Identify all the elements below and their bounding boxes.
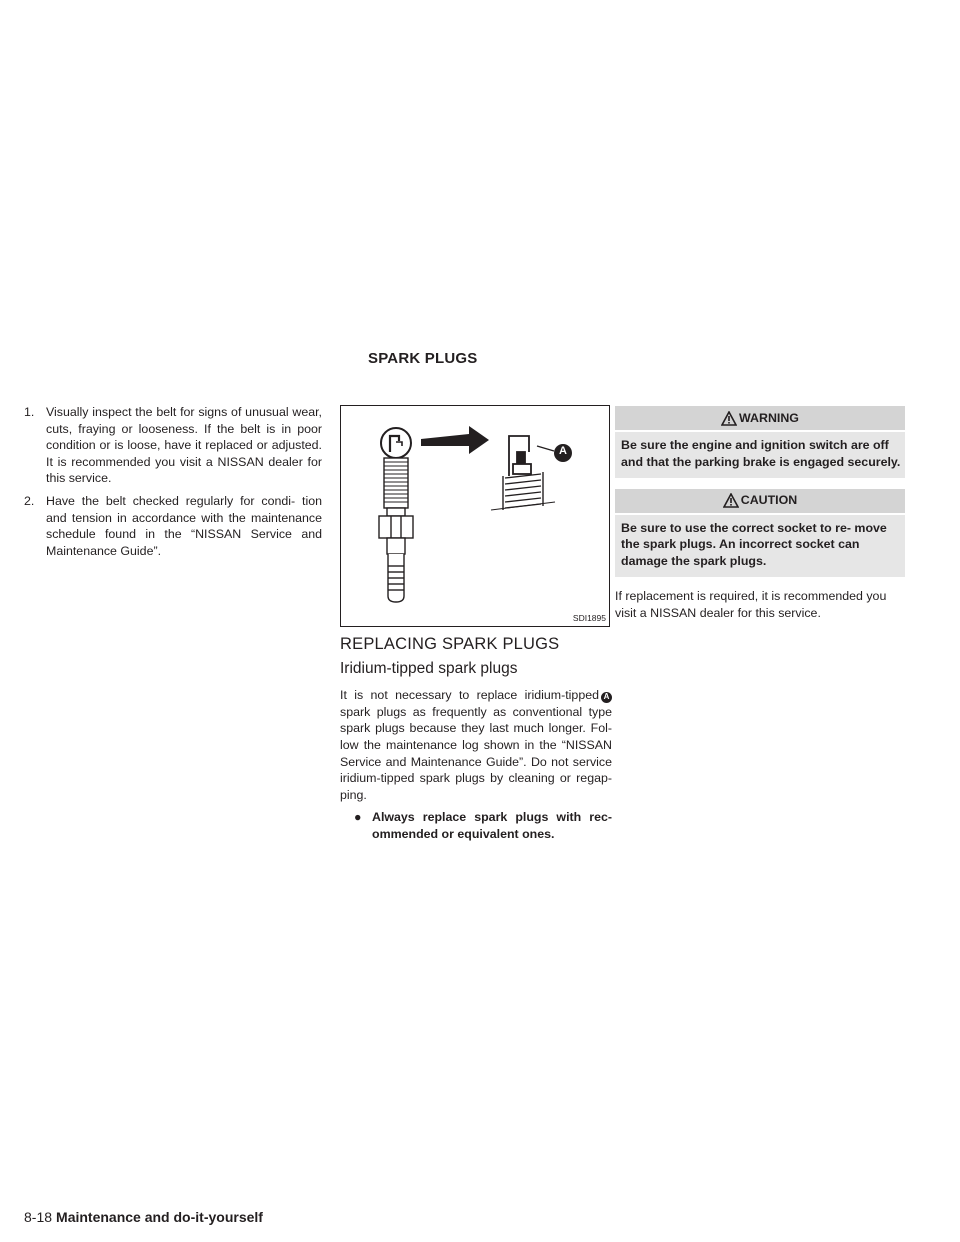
replacement-note: If replacement is required, it is recommended you visit a NISSAN dealer for this service. bbox=[615, 588, 887, 620]
paragraph-rest: spark plugs as frequently as conventional type spark plugs because they last much longer. Fol- low the maintenance log shown in the “NISSAN Service and Maintenance Guide”. Do not service iridium-tipped spark plugs by cleaning or regap- ping. bbox=[340, 704, 612, 802]
belt-steps-list bbox=[24, 404, 322, 565]
list-item bbox=[24, 493, 322, 559]
page-footer bbox=[24, 1209, 263, 1225]
replacing-section bbox=[340, 636, 612, 843]
step-number: 1. bbox=[24, 405, 35, 419]
spark-plug-illustration bbox=[341, 406, 609, 626]
warning-text: Be sure the engine and ignition switch are off and that the parking brake is engaged securely. bbox=[615, 432, 905, 478]
subsection-heading: Iridium-tipped spark plugs bbox=[340, 659, 518, 677]
iridium-paragraph bbox=[340, 687, 612, 803]
caution-text: Be sure to use the correct socket to re- move the spark plugs. An incorrect socket can damage the spark plugs. bbox=[615, 515, 905, 577]
step-text: Visually inspect the belt for signs of unusual wear, cuts, fraying or looseness. If the belt is in poor condition or is loose, have it replaced or adjusted. It is recommended you visit a NISSAN dealer for this service. bbox=[46, 405, 322, 486]
paragraph-start: It is not necessary to replace iridium-tipped bbox=[340, 688, 599, 703]
section-title: SPARK PLUGS bbox=[368, 350, 478, 367]
callout-a-inline: A bbox=[601, 692, 612, 703]
page-number: 8-18 bbox=[24, 1209, 53, 1225]
step-number: 2. bbox=[24, 493, 35, 508]
notices-column bbox=[615, 406, 905, 627]
caution-box bbox=[615, 489, 905, 577]
warning-title: WARNING bbox=[739, 410, 799, 425]
chapter-title: Maintenance and do-it-yourself bbox=[56, 1209, 263, 1225]
list-item bbox=[340, 809, 612, 842]
step-text: Have the belt checked regularly for condi- tion and tension in accordance with the maintenance schedule found in the “NISSAN Service and Maintenance Guide”. bbox=[46, 493, 322, 558]
section-heading: REPLACING SPARK PLUGS bbox=[340, 635, 560, 653]
spark-plug-figure bbox=[340, 405, 610, 627]
list-item bbox=[24, 404, 322, 487]
figure-code: SDI1895 bbox=[572, 613, 606, 623]
bullet-symbol: ● bbox=[354, 810, 362, 825]
warning-box bbox=[615, 406, 905, 478]
callout-a-label: A bbox=[559, 445, 567, 457]
caution-title: CAUTION bbox=[740, 493, 798, 508]
caution-header bbox=[615, 489, 905, 513]
warning-header bbox=[615, 406, 905, 430]
warning-icon bbox=[721, 411, 737, 426]
arrow-icon bbox=[421, 426, 489, 454]
caution-icon bbox=[723, 493, 739, 508]
bullet-text: Always replace spark plugs with rec- ommended or equivalent ones. bbox=[372, 810, 612, 841]
